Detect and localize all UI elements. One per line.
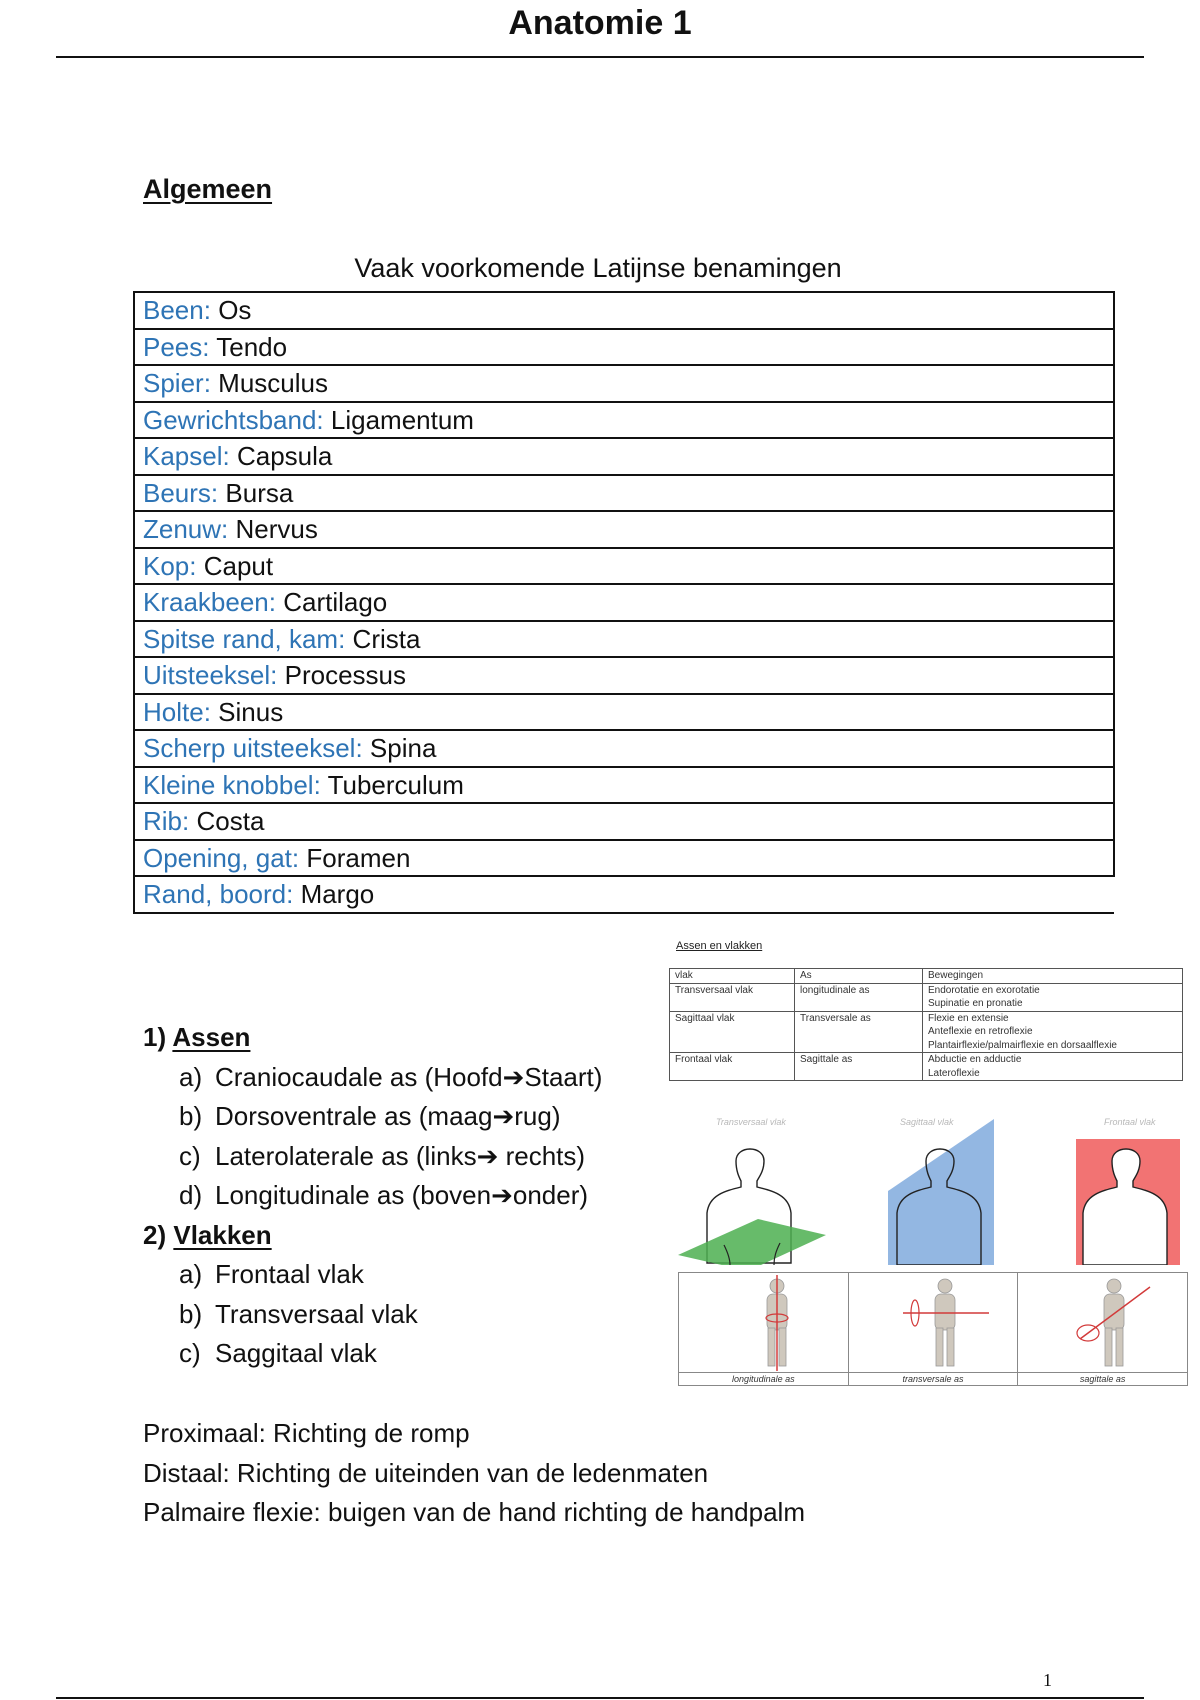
table-header-bewegingen: Bewegingen [923,969,1183,984]
axes-cell-vlak: Frontaal vlak [670,1053,795,1081]
term-cell [134,876,1114,913]
latin-term: Bursa [225,477,294,508]
dutch-term: Kapsel: [143,441,230,472]
latin-terms-table [133,291,1115,914]
sagittal-axis-svg [1018,1273,1186,1373]
plane-label: Transversaal vlak [716,1117,786,1127]
axis-illustrations [678,1272,1188,1386]
term-cell [134,803,1114,840]
transversal-plane-figure [678,1149,826,1265]
list-item-marker: b) [179,1101,203,1131]
term-row [134,730,1114,767]
movement-line: Flexie en extensie [928,1012,1009,1024]
definition-line: Proximaal: Richting de romp [143,1418,470,1448]
list-item [143,1255,602,1295]
table-caption: Vaak voorkomende Latijnse benamingen [354,253,842,283]
term-row [134,511,1114,548]
axis-caption: sagittale as [1018,1372,1187,1385]
axes-table-row [670,1011,1183,1053]
list-item-text: Longitudinale as (boven➔onder) [215,1180,589,1210]
term-cell [134,657,1114,694]
axis-cell-sagittal [1018,1273,1187,1385]
term-row [134,584,1114,621]
table-header-vlak: vlak [670,969,795,984]
frontal-plane-figure [1076,1139,1180,1265]
axes-planes-figure [668,940,1188,1390]
term-cell [134,292,1114,329]
page-title: Anatomie 1 [508,4,692,42]
list-item-marker: a) [179,1061,203,1092]
definitions [143,1414,805,1533]
term-cell [134,438,1114,475]
dutch-term: Gewrichtsband: [143,404,324,435]
list-item-marker: c) [179,1140,201,1171]
list-item [143,1137,602,1177]
dutch-term: Beurs: [143,477,219,508]
term-cell [134,475,1114,512]
term-row [134,365,1114,402]
page-number: 1 [1043,1670,1052,1690]
list-item [143,1176,602,1216]
plane-label: Frontaal vlak [1104,1117,1156,1127]
axes-table-row [670,983,1183,1011]
footer-rule [56,1697,1144,1699]
plane-illustrations-svg [676,1115,1188,1265]
axis-caption: transversale as [849,1372,1018,1385]
dutch-term: Scherp uitsteeksel: [143,733,363,764]
list-item [143,1334,602,1374]
term-row [134,548,1114,585]
term-row [134,840,1114,877]
latin-term: Musculus [218,368,328,399]
term-cell [134,621,1114,658]
term-row [134,475,1114,512]
list-item-marker: d) [179,1180,203,1210]
list-item-text: Dorsoventrale as (maag➔rug) [215,1101,561,1131]
term-row [134,657,1114,694]
term-cell [134,730,1114,767]
dutch-term: Spitse rand, kam: [143,623,346,654]
movement-line: Anteflexie en retroflexie [928,1026,1033,1037]
axes-cell-as: longitudinale as [795,983,923,1011]
term-row [134,876,1114,913]
dutch-term: Zenuw: [143,514,229,545]
list-item-marker: c) [179,1338,201,1368]
dutch-term: Kop: [143,550,197,581]
term-row [134,438,1114,475]
plane-illustrations [676,1115,1188,1265]
dutch-term: Spier: [143,368,211,399]
dutch-term: Rib: [143,806,190,837]
list-item-text: Saggitaal vlak [215,1338,377,1368]
axes-cell-vlak: Transversaal vlak [670,983,795,1011]
transversal-axis-svg [849,1273,1017,1373]
list-number: 1) [143,1022,167,1052]
dutch-term: Been: [143,295,211,326]
axes-planes-table [669,968,1183,1081]
section-heading: Algemeen [143,174,273,204]
term-cell [134,584,1114,621]
term-cell [134,767,1114,804]
term-row [134,803,1114,840]
movement-line: Abductie en adductie [928,1054,1022,1065]
dutch-term: Pees: [143,331,210,362]
latin-term: Crista [352,623,421,654]
term-row [134,621,1114,658]
term-cell [134,548,1114,585]
latin-term: Ligamentum [330,404,474,435]
latin-term: Costa [196,806,265,837]
latin-term: Sinus [218,696,284,727]
axes-cell-as: Transversale as [795,1011,923,1053]
latin-term: Spina [369,733,437,764]
definition-line: Distaal: Richting de uiteinden van de ledenmaten [143,1457,709,1488]
axes-table-row [670,1053,1183,1081]
dutch-term: Uitsteeksel: [143,660,278,691]
movement-line: Plantairflexie/palmairflexie en dorsaalflexie [928,1039,1117,1051]
definition-line: Palmaire flexie: buigen van de hand richting de handpalm [143,1497,805,1527]
latin-term: Caput [203,550,274,581]
list-item-text: Frontaal vlak [215,1259,364,1289]
latin-term: Nervus [235,514,318,545]
list-heading-assen [143,1018,602,1058]
list-item [143,1097,602,1137]
header-rule [56,56,1144,58]
movement-line: Supinatie en pronatie [928,998,1023,1009]
term-row [134,694,1114,731]
list-heading-text: Assen [172,1022,251,1052]
latin-term: Tendo [216,331,288,362]
plane-label: Sagittaal vlak [900,1117,954,1127]
term-cell [134,402,1114,439]
term-row [134,767,1114,804]
longitudinal-axis-svg [679,1273,847,1373]
latin-term: Processus [284,660,407,691]
axes-cell-bewegingen [923,1053,1183,1081]
axes-cell-bewegingen [923,1011,1183,1053]
axis-cell-transversal [849,1273,1019,1385]
list-number: 2) [143,1219,167,1250]
term-row [134,292,1114,329]
latin-term: Cartilago [283,587,388,618]
axes-cell-bewegingen [923,983,1183,1011]
term-row [134,329,1114,366]
sagittal-plane-figure [888,1119,994,1265]
list-item-text: Transversaal vlak [215,1298,418,1329]
dutch-term: Holte: [143,696,211,727]
list-heading-text: Vlakken [173,1219,272,1250]
dutch-term: Opening, gat: [143,842,300,873]
latin-term: Margo [300,879,375,910]
dutch-term: Kleine knobbel: [143,769,321,800]
axis-caption: longitudinale as [679,1372,848,1385]
latin-term: Os [218,295,252,326]
axes-cell-vlak: Sagittaal vlak [670,1011,795,1053]
list-item-text: Craniocaudale as (Hoofd➔Staart) [215,1061,603,1092]
axis-cell-longitudinal [679,1273,849,1385]
term-row [134,402,1114,439]
latin-term: Capsula [236,441,333,472]
list-item-marker: a) [179,1259,203,1289]
term-cell [134,329,1114,366]
axes-planes-lists [143,1018,602,1374]
movement-line: Lateroflexie [928,1067,980,1079]
dutch-term: Kraakbeen: [143,587,276,618]
list-item-text: Laterolaterale as (links➔ rechts) [215,1140,586,1171]
latin-term: Tuberculum [327,769,464,800]
movement-line: Endorotatie en exorotatie [928,984,1040,996]
figure-title: Assen en vlakken [676,940,763,952]
term-cell [134,511,1114,548]
term-cell [134,694,1114,731]
latin-term: Foramen [306,842,411,873]
list-item-marker: b) [179,1298,203,1329]
dutch-term: Rand, boord: [143,879,294,910]
term-cell [134,840,1114,877]
list-item [143,1058,602,1098]
table-header-as: As [795,969,923,984]
term-cell [134,365,1114,402]
axes-cell-as: Sagittale as [795,1053,923,1081]
list-heading-vlakken [143,1216,602,1256]
list-item [143,1295,602,1335]
